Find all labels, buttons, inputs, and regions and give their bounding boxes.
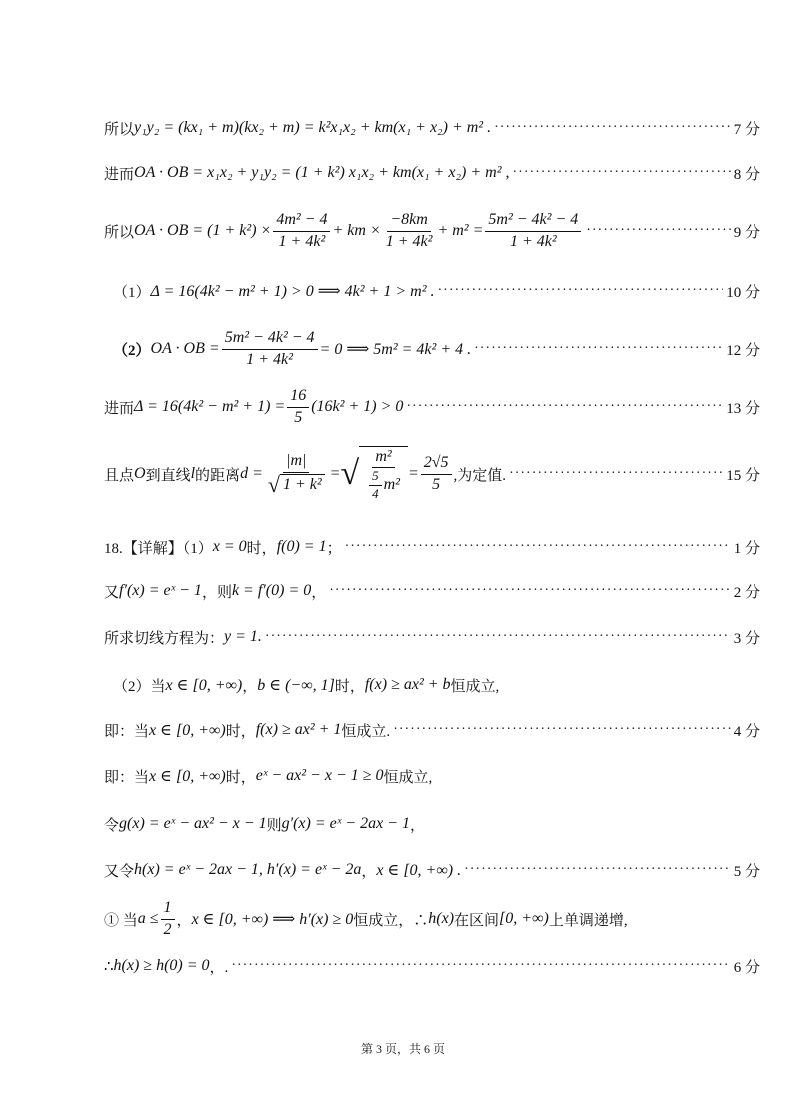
- line-prefix: 令: [104, 817, 120, 834]
- equation-part: x = 0: [212, 538, 247, 555]
- solution-line-3: [104, 208, 760, 254]
- line-text: 时，: [225, 723, 256, 740]
- score-label: 1 分: [733, 540, 760, 557]
- fraction: [421, 454, 452, 494]
- leader-dots: [513, 166, 731, 180]
- leader-dots: [329, 584, 730, 598]
- line-suffix: 恒成立,: [383, 769, 433, 786]
- line-suffix: ，: [311, 584, 327, 601]
- solution-line-11: [113, 672, 760, 698]
- denominator-tail: m²: [383, 476, 400, 494]
- line-suffix: ,为定值.: [453, 467, 507, 484]
- solution-line-6: [104, 384, 760, 430]
- numerator: 1: [161, 899, 175, 919]
- equation-part: f(x) ≥ ax² + 1: [255, 721, 342, 738]
- line-prefix: 即：当: [104, 723, 150, 740]
- equation-part: h(x) = eˣ − 2ax − 1, h′(x) = eˣ − 2a: [134, 861, 362, 878]
- line-suffix: ，.: [209, 959, 229, 976]
- equation: y₁y₂ = (kx₁ + m)(kx₂ + m) = k²x₁x₂ + km(x₁ + x₂) + m² .: [134, 119, 492, 136]
- leader-dots: [586, 224, 731, 238]
- line-prefix: （2）: [113, 342, 151, 359]
- solution-line-8: [104, 534, 760, 560]
- line-text: 时，: [246, 540, 277, 557]
- fraction: [485, 211, 581, 251]
- score-label: 10 分: [726, 284, 760, 301]
- line-prefix: 且点: [104, 467, 135, 484]
- fraction: [161, 899, 175, 939]
- score-label: 7 分: [733, 121, 760, 138]
- equation-part: g′(x) = eˣ − 2ax − 1: [281, 815, 410, 832]
- solution-line-5: [113, 326, 760, 372]
- line-prefix: （2）当: [113, 678, 166, 695]
- leader-dots: [438, 284, 724, 298]
- line-suffix: 上单调递增,: [548, 912, 628, 929]
- equation: y = 1.: [224, 628, 262, 645]
- leader-dots: [265, 630, 731, 644]
- line-prefix: 所求切线方程为：: [104, 630, 225, 647]
- line-text: ，: [361, 863, 377, 880]
- line-suffix: 恒成立.: [341, 723, 391, 740]
- solution-line-2: [104, 160, 760, 186]
- radicand: [359, 446, 408, 502]
- score-label: 5 分: [733, 863, 760, 880]
- solution-line-15: [104, 856, 760, 884]
- equation-part: OA · OB = (1 + k²) ×: [134, 222, 272, 239]
- equation-part: + km ×: [332, 222, 381, 239]
- line-prefix: 进而: [104, 166, 135, 183]
- solution-line-14: [104, 810, 760, 838]
- fraction: [364, 448, 403, 502]
- solution-line-9: [104, 578, 760, 604]
- numerator: −8km: [387, 211, 430, 231]
- solution-line-10: [104, 624, 760, 650]
- equation-part: a ≤: [137, 910, 159, 927]
- equation-part: x ∈ [0, +∞): [149, 768, 226, 785]
- leader-dots: [464, 863, 731, 877]
- numerator: 5m² − 4k² − 4: [485, 211, 581, 231]
- fraction: [287, 387, 309, 427]
- denominator: 4: [372, 486, 379, 502]
- solution-line-1: [104, 116, 760, 140]
- fraction: [383, 211, 436, 251]
- score-label: 9 分: [733, 224, 760, 241]
- line-text: ，: [176, 912, 192, 929]
- score-label: 2 分: [733, 584, 760, 601]
- line-text: 在区间: [454, 912, 500, 929]
- denominator: 1 + 4k²: [509, 232, 557, 250]
- line-prefix: 即：当: [104, 769, 150, 786]
- score-label: 6 分: [733, 959, 760, 976]
- line-prefix: 进而: [104, 400, 135, 417]
- score-label: 8 分: [733, 166, 760, 183]
- denominator: [265, 473, 328, 496]
- equation-part: eˣ − ax² − x − 1 ≥ 0: [255, 767, 384, 784]
- score-label: 13 分: [726, 400, 760, 417]
- denominator: 1 + 4k²: [246, 350, 293, 368]
- line-prefix: 所以: [104, 121, 135, 138]
- line-text: 时，: [225, 769, 256, 786]
- solution-line-16: [104, 896, 760, 942]
- equation-part: g(x) = eˣ − ax² − x − 1: [119, 815, 267, 832]
- page-footer: 第 3 页，共 6 页: [360, 1042, 445, 1056]
- leader-dots: [231, 959, 730, 973]
- line-text: 的距离: [195, 467, 241, 484]
- denominator: 5: [432, 475, 441, 493]
- denominator: [364, 468, 403, 502]
- solution-line-4: [113, 278, 760, 304]
- leader-dots: [474, 342, 723, 356]
- numerator: 5: [369, 469, 382, 486]
- line-text: 恒成立，∴: [353, 912, 429, 929]
- equation-part: x ∈ [0, +∞): [149, 722, 226, 739]
- equation-part: d =: [240, 465, 263, 482]
- equation-part: Δ = 16(4k² − m² + 1) =: [134, 398, 286, 415]
- point-label: O: [134, 465, 146, 482]
- solution-line-7: [104, 436, 760, 512]
- equation: Δ = 16(4k² − m² + 1) > 0 ⟹ 4k² + 1 > m² .: [150, 283, 435, 300]
- equation-part: (16k² + 1) > 0: [311, 398, 404, 415]
- leader-dots: [345, 540, 731, 554]
- equation: OA · OB = x₁x₂ + y₁y₂ = (1 + k²) x₁x₂ + km(x₁ + x₂) + m² ,: [134, 164, 510, 181]
- score-label: 12 分: [726, 342, 760, 359]
- equation-part: =: [329, 465, 341, 482]
- sqrt-expression: [340, 446, 408, 502]
- equation-part: f′(x) = eˣ − 1: [119, 582, 202, 599]
- line-prefix: 18.【详解】（1）: [104, 540, 213, 557]
- sqrt-symbol: √: [340, 454, 360, 492]
- line-prefix: ① 当: [104, 912, 138, 929]
- line-prefix: 又: [104, 584, 120, 601]
- numerator: |m|: [283, 452, 309, 472]
- line-prefix: ∴: [104, 958, 114, 975]
- equation-part: x ∈ [0, +∞) ⟹ h′(x) ≥ 0: [191, 911, 354, 928]
- line-suffix: ；: [326, 540, 342, 557]
- equation-part: f(0) = 1: [276, 538, 327, 555]
- numerator: 2√5: [421, 454, 452, 474]
- sqrt-expression: [267, 471, 325, 497]
- solution-line-17: [104, 952, 760, 980]
- equation-part: f(x) ≥ ax² + b: [364, 676, 451, 693]
- line-text: 时，: [334, 678, 365, 695]
- line-label: l: [190, 465, 196, 482]
- line-text: ，则: [201, 584, 232, 601]
- denominator: 1 + 4k²: [385, 232, 433, 250]
- line-suffix: ，: [409, 817, 425, 834]
- equation-part: [0, +∞): [499, 910, 549, 927]
- equation-part: =: [407, 465, 419, 482]
- fraction: [273, 211, 330, 251]
- denominator: 2: [163, 920, 172, 938]
- numerator: 4m² − 4: [273, 211, 330, 231]
- leader-dots: [406, 400, 723, 414]
- equation-part: x ∈ [0, +∞): [165, 677, 243, 694]
- equation-part: k = f′(0) = 0: [231, 582, 312, 599]
- line-prefix: （1）: [113, 284, 151, 301]
- line-prefix: 所以: [104, 224, 135, 241]
- line-text: ，: [242, 678, 258, 695]
- equation-part: b ∈ (−∞, 1]: [257, 677, 335, 694]
- fraction: [222, 329, 318, 369]
- solution-line-13: [104, 762, 760, 790]
- equation-part: OA · OB =: [150, 340, 220, 357]
- score-label: 3 分: [733, 630, 760, 647]
- radicand: 1 + k²: [280, 474, 325, 494]
- leader-dots: [509, 467, 723, 481]
- score-label: 15 分: [726, 467, 760, 484]
- fraction: [369, 469, 382, 502]
- equation-part: x ∈ [0, +∞) .: [376, 862, 462, 879]
- equation-part: h(x): [428, 910, 455, 927]
- fraction: [265, 452, 328, 495]
- line-text: 到直线: [145, 467, 191, 484]
- numerator: 16: [287, 387, 309, 407]
- leader-dots: [494, 121, 731, 135]
- line-text: 则: [266, 817, 282, 834]
- numerator: 5m² − 4k² − 4: [222, 329, 318, 349]
- equation: h(x) ≥ h(0) = 0: [113, 957, 210, 974]
- solution-line-12: [104, 716, 760, 744]
- line-suffix: 恒成立,: [450, 678, 500, 695]
- denominator: 5: [294, 408, 303, 426]
- equation-part: = 0 ⟹ 5m² = 4k² + 4 .: [319, 341, 472, 358]
- equation-part: + m² =: [437, 222, 484, 239]
- numerator: m²: [372, 448, 394, 468]
- denominator: 1 + 4k²: [278, 232, 326, 250]
- leader-dots: [393, 723, 731, 737]
- line-prefix: 又令: [104, 863, 135, 880]
- score-label: 4 分: [733, 723, 760, 740]
- sqrt-symbol: √: [267, 471, 280, 497]
